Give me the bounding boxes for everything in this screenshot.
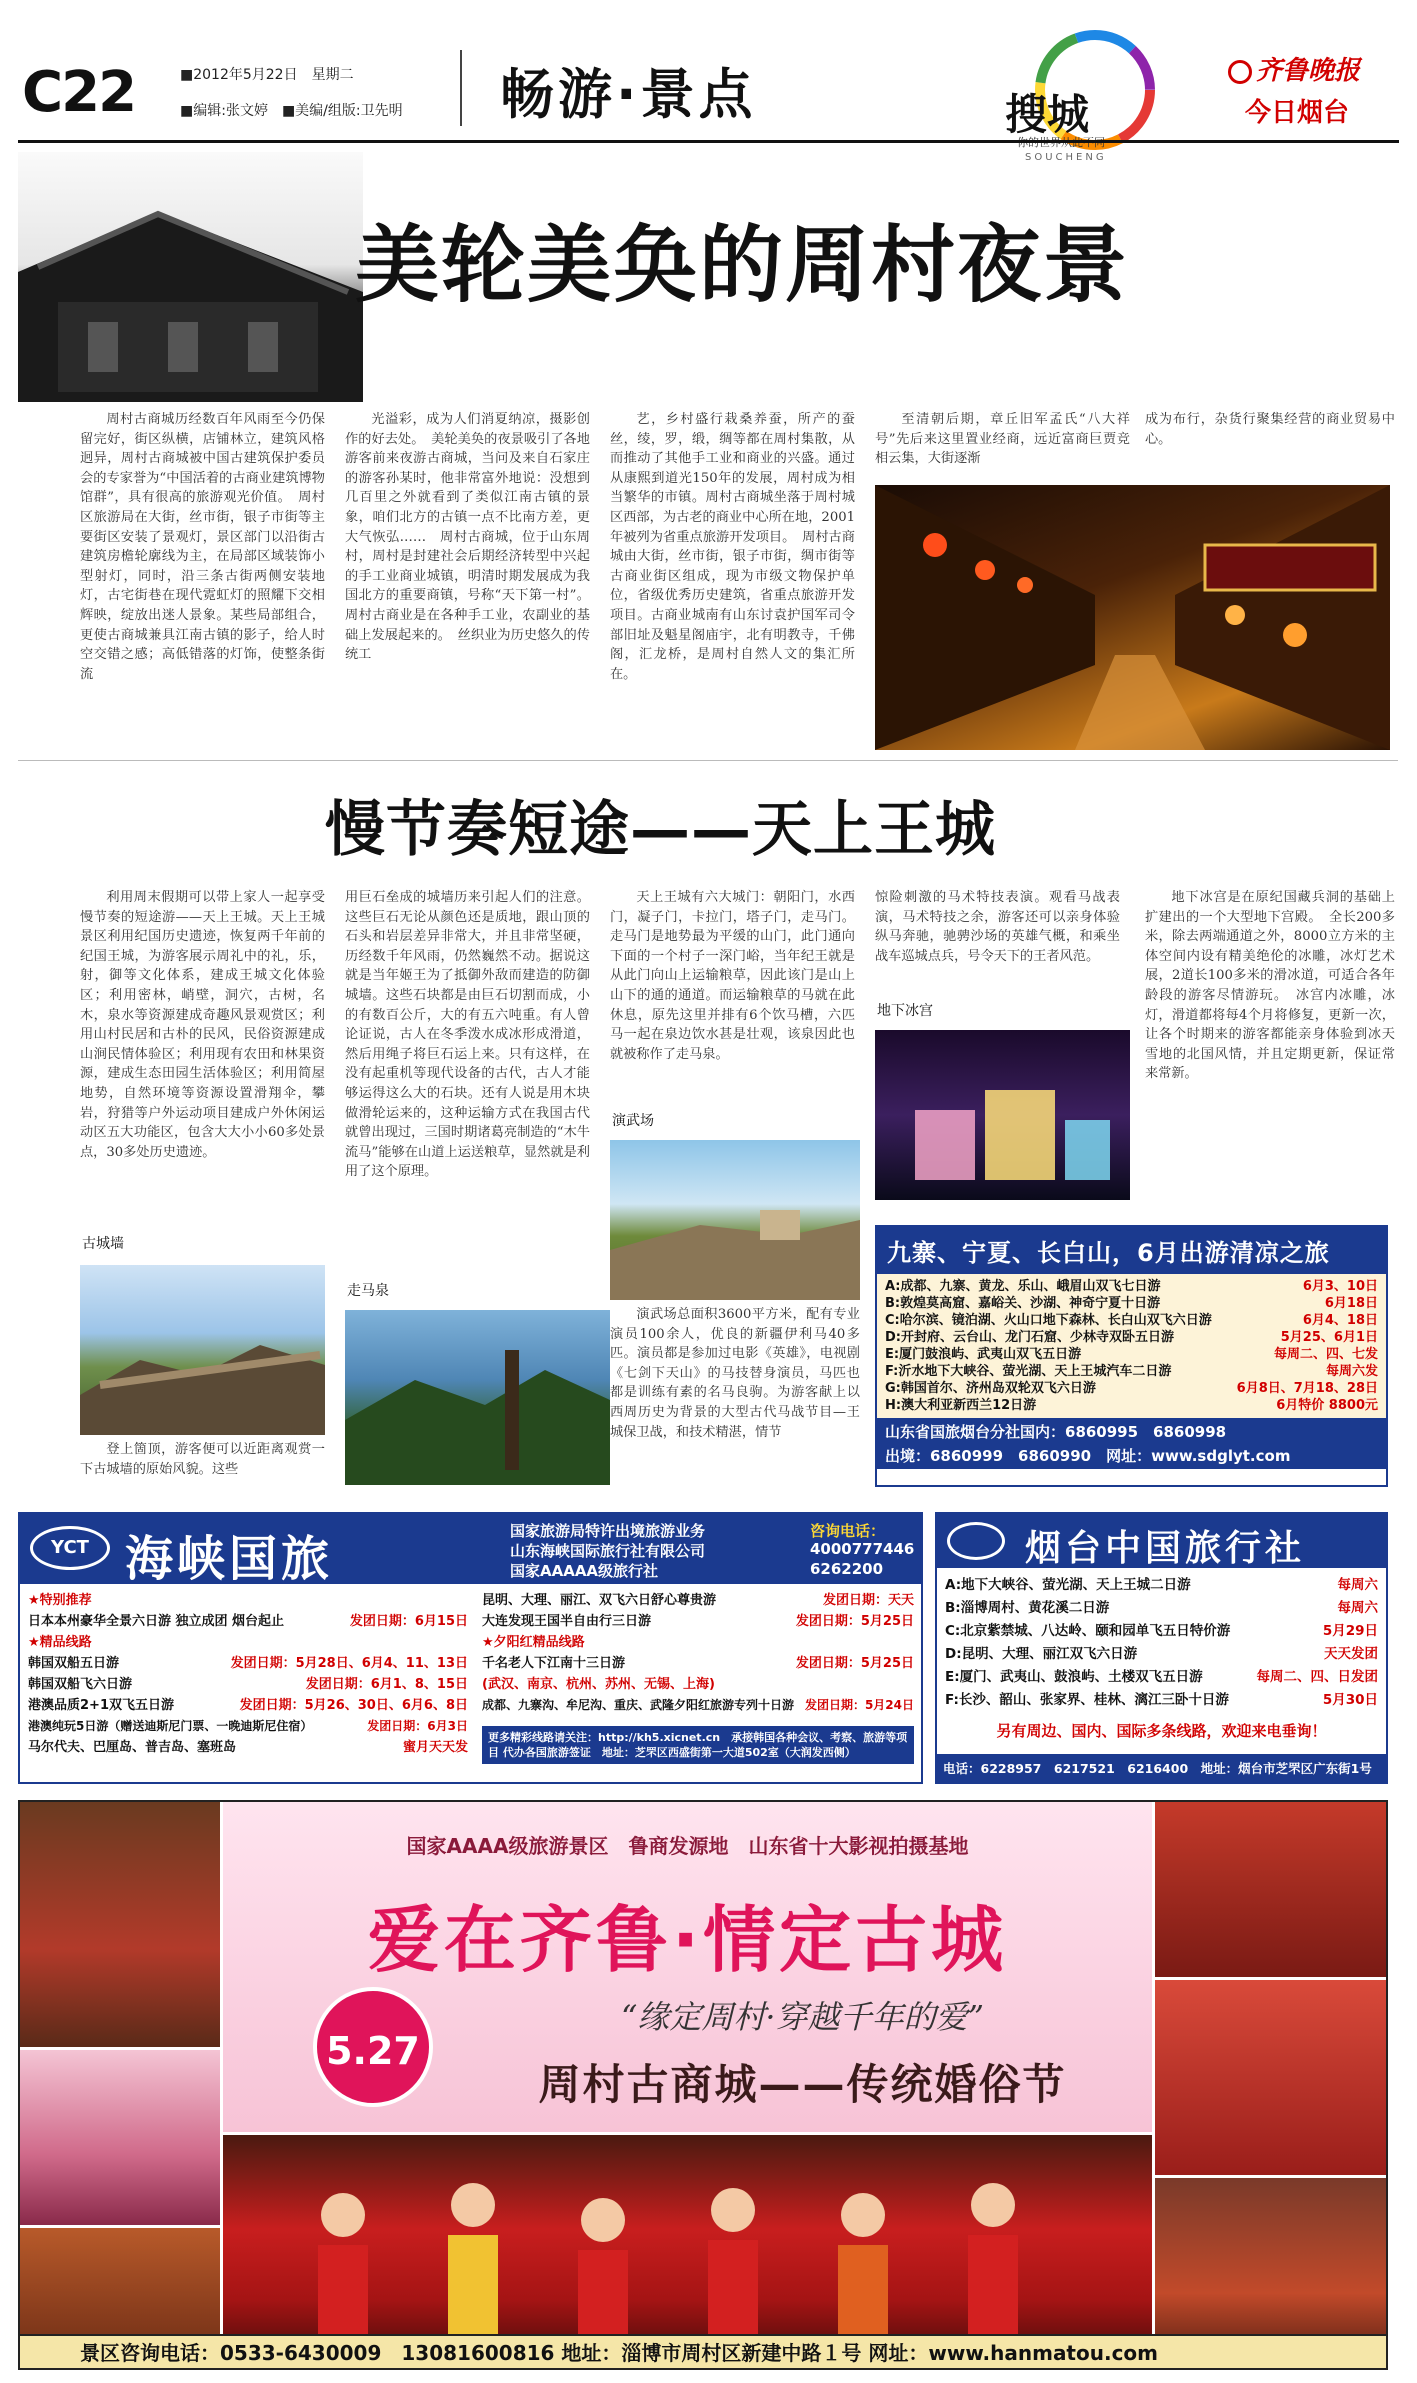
caption-icepalace: 地下冰宫 (877, 1003, 933, 1019)
article1-title: 美轮美奂的周村夜景 (355, 216, 1130, 314)
cits-logo-icon (947, 1522, 1005, 1560)
zhoucun-subtitle: 周村古商城——传统婚俗节 (538, 2060, 1067, 2109)
haixia-phone-label: 咨询电话： (810, 1522, 886, 1540)
haixia-row: 港澳纯玩5日游（赠送迪斯尼门票、一晚迪斯尼住宿） 发团日期：6月3日 (28, 1719, 468, 1733)
haixia-row: 千名老人下江南十三日游 发团日期：5月25日 (482, 1656, 914, 1671)
haixia-phone2: 6262200 (810, 1560, 884, 1578)
haixia-phone1: 4000777446 (810, 1540, 915, 1558)
header-rule (18, 140, 1399, 143)
ancient-roof-photo (18, 152, 363, 402)
ad-summer-footer2: 出境：6860999 6860990 网址：www.sdglyt.com (877, 1445, 1386, 1469)
haixia-right-list (482, 1590, 914, 1764)
haixia-row: 大连发现王国半自由行三日游 发团日期：5月25日 (482, 1614, 914, 1629)
haixia-line1: 国家旅游局特许出境旅游业务 (510, 1522, 706, 1540)
ad-cits-header (937, 1514, 1386, 1568)
ad-summer-row: F:沂水地下大峡谷、萤光湖、天上王城汽车二日游 每周六发 (885, 1364, 1378, 1379)
icepalace-photo (875, 1030, 1130, 1200)
haixia-row: (武汉、南京、杭州、苏州、无锡、上海) (482, 1677, 715, 1692)
caption-ancient-wall: 古城墙 (82, 1236, 124, 1252)
ad-summer-row: H:澳大利亚新西兰12日游 6月特价 8800元 (885, 1398, 1378, 1413)
cits-row: B:淄博周村、黄花溪二日游 每周六 (945, 1600, 1378, 1616)
ad-haixia (18, 1512, 923, 1784)
haixia-row: 昆明、大理、丽江、双飞六日舒心尊贵游 发团日期：天天 (482, 1593, 914, 1608)
zhoucun-quote: “缘定周村·穿越千年的爱” (621, 1998, 984, 2036)
section-title: 畅游·景点 (500, 63, 757, 126)
ad-summer-row: A:成都、九寨、黄龙、乐山、峨眉山双飞七日游 6月3、10日 (885, 1279, 1378, 1294)
soucheng-logo (955, 30, 1185, 170)
article2-col5: 地下冰宫是在原纪国藏兵洞的基础上扩建出的一个大型地下宫殿。 全长200多米，除去两端通道之外，8000立方米的主体空间内设有精美绝伦的冰雕，冰灯艺术展，2道长100多米的滑冰道，可适合各年龄段的游客尽情游玩。 冰宫内冰雕，冰灯，滑道都将每4个月将修复，更新一次，让各个时期来的游客都能亲身体验到冰天雪地的北国风情，并且定期更新，保证常来常新。 (1145, 890, 1395, 1082)
header-divider (460, 50, 462, 126)
zhoucun-title: 爱在齐鲁·情定古城 (367, 1898, 1008, 1982)
ad-cits (935, 1512, 1388, 1784)
editor-line: ■编辑:张文婷 ■美编/组版:卫先明 (180, 103, 403, 119)
article2-col4: 惊险刺激的马术特技表演。观看马战表演，马术特技之余，游客还可以亲身体验纵马奔驰，驰骋沙场的英雄气概，和乘坐战车巡城点兵，号令天下的王者风范。 (875, 890, 1120, 964)
haixia-logo-icon: YCT (30, 1526, 110, 1570)
article2-col3: 天上王城有六大城门：朝阳门，水西门，凝子门，卡拉门，塔子门，走马门。走马门是地势最为平缓的山门，此门通向下面的一个村子一深门峪，当年纪王就是从此门向山上运输粮草，因此该门是山上山下的通的通道。而运输粮草的马就在此休息，原先这里并排有6个饮马槽，六匹马一起在泉边饮水甚是壮观，该泉因此也就被称作了走马泉。 (610, 890, 855, 1062)
cits-row: D:昆明、大理、丽江双飞六日游 天天发团 (945, 1646, 1378, 1662)
haixia-row: ★精品线路 (28, 1635, 92, 1650)
haixia-row: 韩国双船五日游 发团日期：5月28日、6月4、11、13日 (28, 1656, 468, 1671)
newspaper-name: 齐鲁晚报 (1256, 56, 1361, 86)
ancient-wall-photo (80, 1265, 325, 1435)
article1-col5: 成为布行，杂货行聚集经营的商业贸易中心。 (1145, 412, 1395, 447)
cits-row: C:北京紫禁城、八达岭、颐和园单飞五日特价游 5月29日 (945, 1623, 1378, 1639)
ad-summer-trips (875, 1225, 1388, 1487)
right-photo-2 (1155, 1980, 1388, 2175)
zhoucun-badge: 5.27 (313, 1987, 433, 2107)
cits-slogan: 另有周边、国内、国际多条线路，欢迎来电垂询！ (996, 1722, 1327, 1740)
cits-row: A:地下大峡谷、萤光湖、天上王城二日游 每周六 (945, 1577, 1378, 1593)
cits-row: E:厦门、武夷山、鼓浪屿、土楼双飞五日游 每周二、四、日发团 (945, 1669, 1378, 1685)
cits-name: 烟台中国旅行社 (1025, 1528, 1306, 1569)
ad-summer-row: D:开封府、云台山、龙门石窟、少林寺双卧五日游 5月25、6月1日 (885, 1330, 1378, 1345)
haixia-row: 港澳品质2+1双飞五日游 发团日期：5月26、30日、6月6、8日 (28, 1698, 468, 1713)
haixia-name: 海峡国旅 (125, 1531, 334, 1587)
haixia-footer: 更多精彩线路请关注：http://kh5.xicnet.cn 承接韩国各种会议、考察、旅游等项目 代办各国旅游签证 地址：芝罘区西盛街第一大道502室（大润发西侧） (482, 1726, 914, 1764)
article1-col2: 光溢彩，成为人们消夏纳凉，摄影创作的好去处。 美轮美奂的夜景吸引了各地游客前来夜游古商城，当问及来自石家庄的游客孙某时，他非常富外地说：没想到几百里之外就看到了类似江南古镇的景象，咱们北方的古镇一点不比南方差，更大气恢弘…… 周村古商城，位于山东周村，周村是封建社会后期经济转型中兴起的手工业商业城镇，明清时期发展成为我国北方的重要商镇，号称“天下第一村”。周村古商业是在各种手工业，农副业的基础上发展起来的。 丝织业为历史悠久的传统工 (345, 412, 590, 663)
cits-contact: 电话：6228957 6217521 6216400 地址：烟台市芝罘区广东街1号 (937, 1754, 1386, 1782)
brand-name: 搜城 (1005, 90, 1090, 139)
left-photo-2 (20, 2050, 220, 2225)
haixia-row: ★夕阳红精品线路 (482, 1635, 585, 1650)
haixia-row: 日本本州豪华全景六日游 独立成团 烟台起止 发团日期：6月15日 (28, 1614, 468, 1629)
ad-summer-row: C:哈尔滨、镜泊湖、火山口地下森林、长白山双飞六日游 6月4、18日 (885, 1313, 1378, 1328)
ad-summer-row: E:厦门鼓浪屿、武夷山双飞五日游 每周二、四、七发 (885, 1347, 1378, 1362)
zoumaquan-photo (345, 1310, 610, 1485)
zhoucun-top-line: 国家AAAA级旅游景区 鲁商发源地 山东省十大影视拍摄基地 (406, 1834, 969, 1858)
ad-summer-row: G:韩国首尔、济州岛双轮双飞六日游 6月8日、7月18、28日 (885, 1381, 1378, 1396)
ad-summer-footer1: 山东省国旅烟台分社国内：6860995 6860998 (877, 1418, 1386, 1445)
left-photo-1 (20, 1802, 220, 2047)
article2-col2: 用巨石垒成的城墙历来引起人们的注意。这些巨石无论从颜色还是质地，跟山顶的石头和岩层差异非常大，并且非常坚硬，历经数千年风雨，仍然巍然不动。据说这就是当年姬王为了抵御外敌而建造的防御城墙。这些石块都是由巨石切割而成，小的有数百公斤，大的有五六吨重。有人曾论证说，古人在冬季泼水成冰形成滑道，然后用绳子将巨石运上来。只有这样，在没有起重机等现代设备的古代，古人才能够运得这么大的石块。还有人说是用木块做滑轮运来的，这种运输方式在我国古代就曾出现过，三国时期诸葛亮制造的“木牛流马”能够在山道上运送粮草，显然就是利用了这个原理。 (345, 890, 590, 1180)
ad-summer-title: 九寨、宁夏、长白山，6月出游清凉之旅 (877, 1227, 1386, 1274)
zhoucun-center (223, 1802, 1152, 2132)
night-street-photo (875, 485, 1390, 750)
caption-zoumaquan: 走马泉 (347, 1283, 389, 1299)
brand-en: SOUCHENG (1025, 152, 1107, 163)
article1-col1: 周村古商城历经数百年风雨至今仍保留完好，街区纵横，店铺林立，建筑风格迥异，周村古商城被中国古建筑保护委员会的专家誉为“中国活着的古商业建筑博物馆群”，具有很高的旅游观光价值。 周村区旅游局在大街，丝市街，银子市街等主要街区安装了景观灯，景区部门以沿街古建筑房檐轮廓线为主，在局部区域装饰小型射灯，同时，沿三条古街两侧安装地灯，古宅街巷在现代霓虹灯的照耀下交相辉映，绽放出迷人景象。某些局部组合，更使古商城兼具江南古镇的影子，给人时空交错之感；高低错落的灯饰，使整条街流 (80, 412, 325, 682)
ad-summer-row: B:敦煌莫高窟、嘉峪关、沙湖、神奇宁夏十日游 6月18日 (885, 1296, 1378, 1311)
caption-yanwuchang: 演武场 (612, 1113, 654, 1129)
haixia-line2: 山东海峡国际旅行社有限公司 (510, 1542, 706, 1560)
cits-row: F:长沙、韶山、张家界、桂林、漓江三卧十日游 5月30日 (945, 1692, 1378, 1708)
page-number: C22 (22, 60, 136, 125)
edition-name: 今日烟台 (1245, 98, 1350, 128)
haixia-row: ★特别推荐 (28, 1593, 92, 1608)
ad-summer-list (877, 1274, 1386, 1418)
haixia-row: 成都、九寨沟、牟尼沟、重庆、武隆夕阳红旅游专列十日游 发团日期：5月24日 (482, 1698, 914, 1712)
haixia-row: 韩国双船飞六日游 发团日期：6月1、8、15日 (28, 1677, 468, 1692)
zhoucun-footer: 景区咨询电话：0533-6430009 13081600816 地址：淄博市周村区新建中路１号 网址：www.hanmatou.com (20, 2334, 1386, 2368)
article1-col4: 至清朝后期，章丘旧军孟氏“八大祥号”先后来这里置业经商，远近富商巨贾竞相云集，大街逐渐 (875, 412, 1130, 467)
date-line: ■2012年5月22日 星期二 (180, 67, 354, 83)
right-photo-1 (1155, 1802, 1388, 1977)
cits-list (937, 1568, 1386, 1718)
newspaper-emblem-icon (1228, 60, 1252, 84)
haixia-left-list (28, 1590, 468, 1758)
caption-ancient-wall-text: 登上箇顶，游客便可以近距离观赏一下古城墙的原始风貌。这些 (80, 1442, 325, 1477)
article2-col1: 利用周末假期可以带上家人一起享受慢节奏的短途游——天上王城。天上王城景区利用纪国历史遗迹，恢复两千年前的纪国王城，为游客展示周礼中的礼，乐，射，御等文化体系，建成王城文化体验区；利用密林，峭壁，洞穴，古树，名木，泉水等资源建成奇趣风景观赏区；利用山村民居和古朴的民风，民俗资源建成山涧民情体验区；利用现有农田和林果资源，建成生态田园生活体验区；利用简屋地势，自然环境等资源设置滑翔伞，攀岩，狩猎等户外运动项目建成户外休闲运动区五大功能区，包含大大小小60多处景点，30多处历史遗迹。 (80, 890, 325, 1160)
article1-col3: 艺，乡村盛行栽桑养蚕，所产的蚕丝，绫，罗，缎，绸等都在周村集散，从而推动了其他手工业和商业的兴盛。通过从康熙到道光150年的发展，周村成为相当繁华的市镇。周村古商城坐落于周村城区西部，为古老的商业中心所在地，2001年被列为省重点旅游开发项目。 周村古商城由大街，丝市街，银子市街，绸市街等古商业街区组成，现为市级文物保护单位，省级优秀历史建筑，省重点旅游开发项目。古商业城南有山东讨袁护国军司令部旧址及魁星阁庙宇，北有明教寺，千佛阁，汇龙桥，是周村自然人文的集汇所在。 (610, 412, 855, 682)
yanwuchang-photo (610, 1140, 860, 1300)
ad-zhoucun (18, 1800, 1388, 2370)
haixia-row: 马尔代夫、巴厘岛、普吉岛、塞班岛 蜜月天天发 (28, 1740, 468, 1755)
article2-title: 慢节奏短途——天上王城 (325, 795, 996, 865)
ad-haixia-header (20, 1514, 921, 1587)
newspaper-logo (1228, 50, 1360, 87)
article2-col3b: 演武场总面积3600平方米，配有专业演员100余人，优良的新疆伊利马40多匹。演员都是参加过电影《英雄》，电视剧《七剑下天山》的马技替身演员，马匹也都是训练有素的名马良驹。为游客献上以西周历史为背景的大型古代马战节目—王城保卫战，和技术精湛，情节 (610, 1307, 860, 1440)
article-divider (18, 760, 1398, 761)
haixia-line3: 国家AAAAA级旅行社 (510, 1562, 659, 1580)
